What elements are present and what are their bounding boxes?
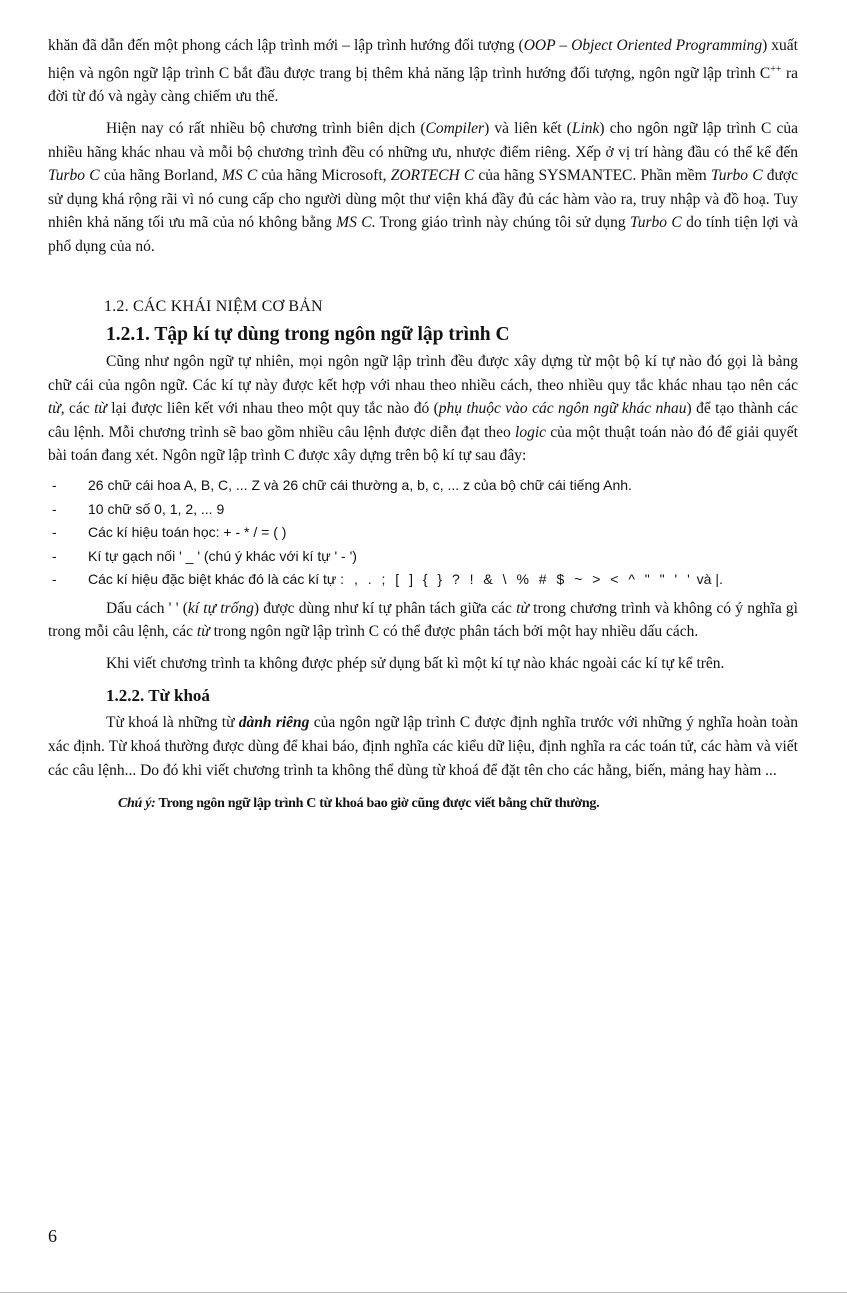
note-keywords-lowercase: Chú ý: Trong ngôn ngữ lập trình C từ khoá bao giờ cũng được viết bằng chữ thường. <box>118 796 600 812</box>
list-item: - 10 chữ số 0, 1, 2, ... 9 <box>52 500 225 517</box>
page-number: 6 <box>48 1226 57 1246</box>
page-bottom-edge <box>0 1292 847 1293</box>
list-item: - Kí tự gạch nối ' _ ' (chú ý khác với kí tự ' - ') <box>52 547 357 564</box>
paragraph-keywords: Từ khoá là những từ dành riêng của ngôn ngữ lập trình C được định nghĩa trước với những ý nghĩa hoàn toàn xác định. Từ khoá thường được dùng để khai báo, định nghĩa các kiểu dữ liệu, định nghĩa ra các toán tử, các hàm và viết các câu lệnh... Do đó khi viết chương trình ta không thể dùng từ khoá để đặt tên cho các hằng, biến, mảng hay hàm ... <box>48 714 799 779</box>
list-item: - Các kí hiệu toán học: + - * / = ( ) <box>52 524 287 541</box>
subsection-title-charset: 1.2.1. Tập kí tự dùng trong ngôn ngữ lập trình C <box>106 324 510 346</box>
special-characters: : , . ; [ ] { } ? ! & \ % # $ ~ > < ^ " " ' ' <box>340 571 693 588</box>
paragraph-compilers: Hiện nay có rất nhiều bộ chương trình biên dịch (Compiler) và liên kết (Link) cho ngôn ngữ lập trình C của nhiều hãng khác nhau và mỗi bộ chương trình đều có những ưu, nhược điểm riêng. Xếp ở vị trí hàng đầu có thể kể đến Turbo C của hãng Borland, MS C của hãng Microsoft, ZORTECH C của hãng SYSMANTEC. Phần mềm Turbo C được sử dụng khá rộng rãi vì nó cung cấp cho người dùng một thư viện khá đầy đủ các hàm vào ra, truy nhập và đồ hoạ. Tuy nhiên khả năng tối ưu mã của nó không bằng MS C. Trong giáo trình này chúng tôi sử dụng Turbo C do tính tiện lợi và phổ dụng của nó. <box>48 119 798 255</box>
subsection-title-keywords: 1.2.2. Từ khoá <box>106 686 210 706</box>
section-title: 1.2. CÁC KHÁI NIỆM CƠ BẢN <box>104 297 323 315</box>
list-item: - Các kí hiệu đặc biệt khác đó là các kí tự : , . ; [ ] { } ? ! & \ % # $ ~ > < ^ " " ' ' và |. <box>52 571 723 588</box>
page-content <box>48 34 798 816</box>
list-item: - 26 chữ cái hoa A, B, C, ... Z và 26 chữ cái thường a, b, c, ... z của bộ chữ cái tiếng Anh. <box>52 477 632 494</box>
charset-list <box>48 474 798 591</box>
paragraph-space-char: Dấu cách ' ' (kí tự trống) được dùng như kí tự phân tách giữa các từ trong chương trình và không có ý nghĩa gì trong mỗi câu lệnh, các từ trong ngôn ngữ lập trình C có thể được phân tách bởi một hay nhiều dấu cách. <box>48 599 798 641</box>
paragraph-no-other-chars: Khi viết chương trình ta không được phép sử dụng bất kì một kí tự nào khác ngoài các kí tự kể trên. <box>106 654 725 672</box>
paragraph-charset-intro: Cũng như ngôn ngữ tự nhiên, mọi ngôn ngữ lập trình đều được xây dựng từ một bộ kí tự nào đó gọi là bảng chữ cái của ngôn ngữ. Các kí tự này được kết hợp với nhau theo nhiều cách, theo nhiều quy tắc khác nhau tạo nên các từ, các từ lại được liên kết với nhau theo một quy tắc nào đó (phụ thuộc vào các ngôn ngữ khác nhau) để tạo thành các câu lệnh. Mỗi chương trình sẽ bao gồm nhiều câu lệnh được diễn đạt theo logic của một thuật toán nào đó để giải quyết bài toán đang xét. Ngôn ngữ lập trình C được xây dựng trên bộ kí tự sau đây: <box>48 353 798 465</box>
paragraph-oop-intro: khăn đã dẫn đến một phong cách lập trình mới – lập trình hướng đối tượng (OOP – Object Oriented Programming) xuất hiện và ngôn ngữ lập trình C bắt đầu được trang bị thêm khả năng lập trình hướng đối tượng, ngôn ngữ lập trình C++ ra đời từ đó và ngày càng chiếm ưu thế. <box>48 37 799 106</box>
